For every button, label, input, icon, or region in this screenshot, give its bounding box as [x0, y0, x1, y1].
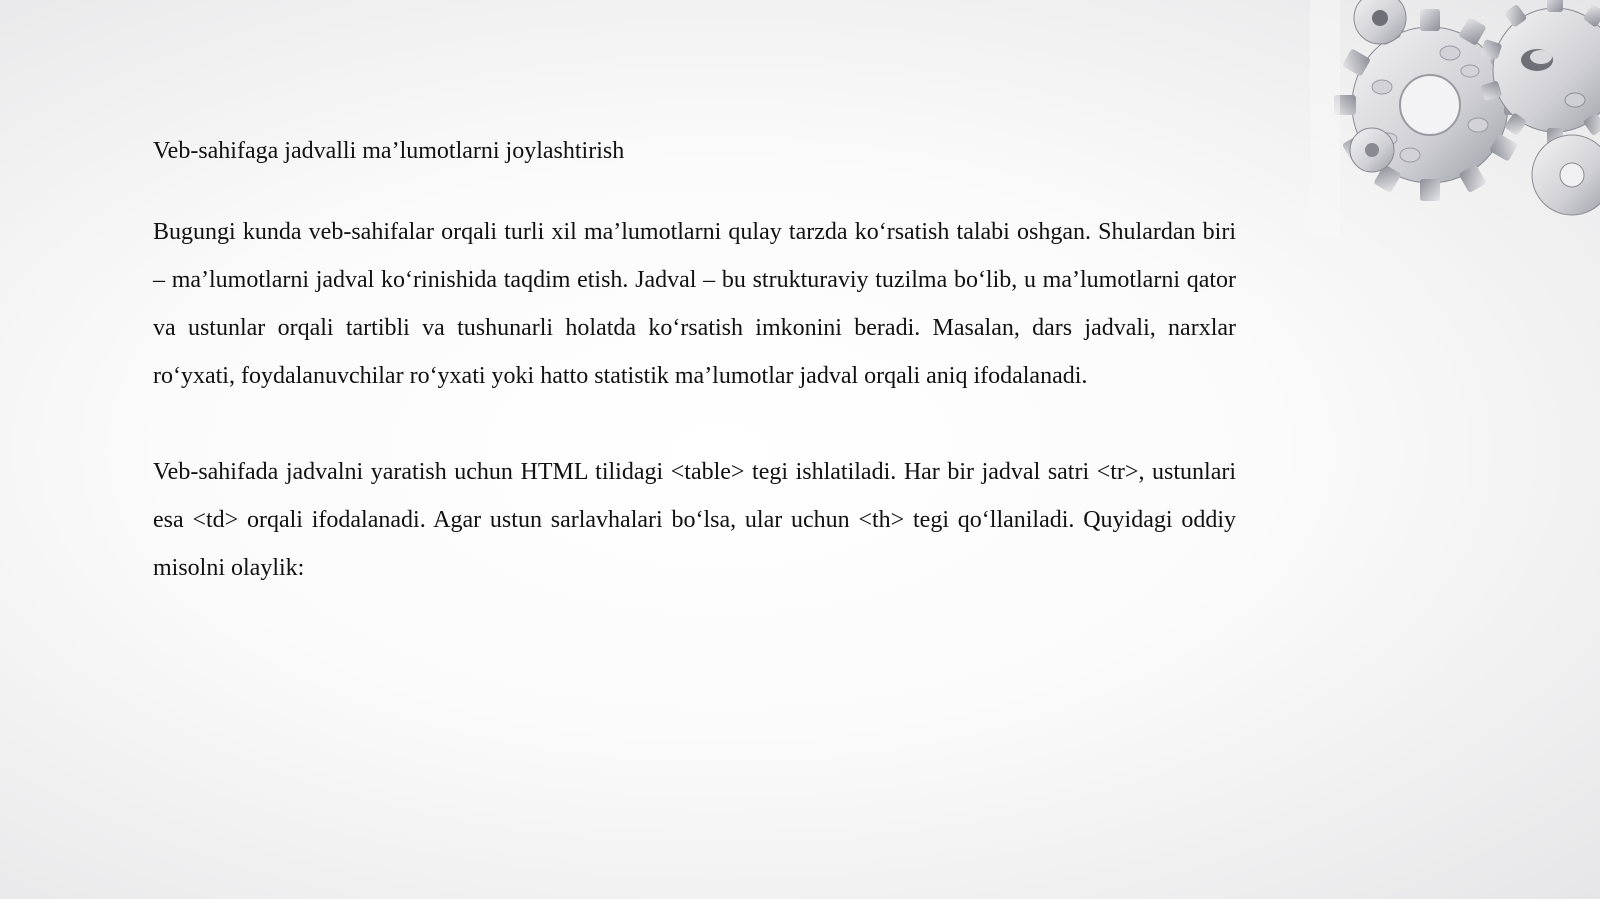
paragraph-html-table: Veb-sahifada jadvalni yaratish uchun HTML tilidagi <table> tegi ishlatiladi. Har bir jadval satri <tr>, ustunlari esa <td> orqali ifodalanadi. Agar ustun sarlavhalari bo‘lsa, ular uchun <th> tegi qo‘llaniladi. Quyidagi oddiy misolni olaylik: [153, 459, 1236, 581]
paragraph-intro: Bugungi kunda veb-sahifalar orqali turli xil ma’lumotlarni qulay tarzda ko‘rsatish talabi oshgan. Shulardan biri – ma’lumotlarni jadval ko‘rinishida taqdim etish. Jadval – bu strukturaviy tuzilma bo‘lib, u ma’lumotlarni qator va ustunlar orqali tartibli va tushunarli holatda ko‘rsatish imkonini beradi. Masalan, dars jadvali, narxlar ro‘yxati, foydalanuvchilar ro‘yxati yoki hatto statistik ma’lumotlar jadval orqali aniq ifodalanadi. [153, 219, 1236, 389]
slide-title: Veb-sahifaga jadvalli ma’lumotlarni joylashtirish [153, 138, 625, 164]
slide-body [153, 136, 1236, 640]
gears-icon [1310, 0, 1600, 235]
